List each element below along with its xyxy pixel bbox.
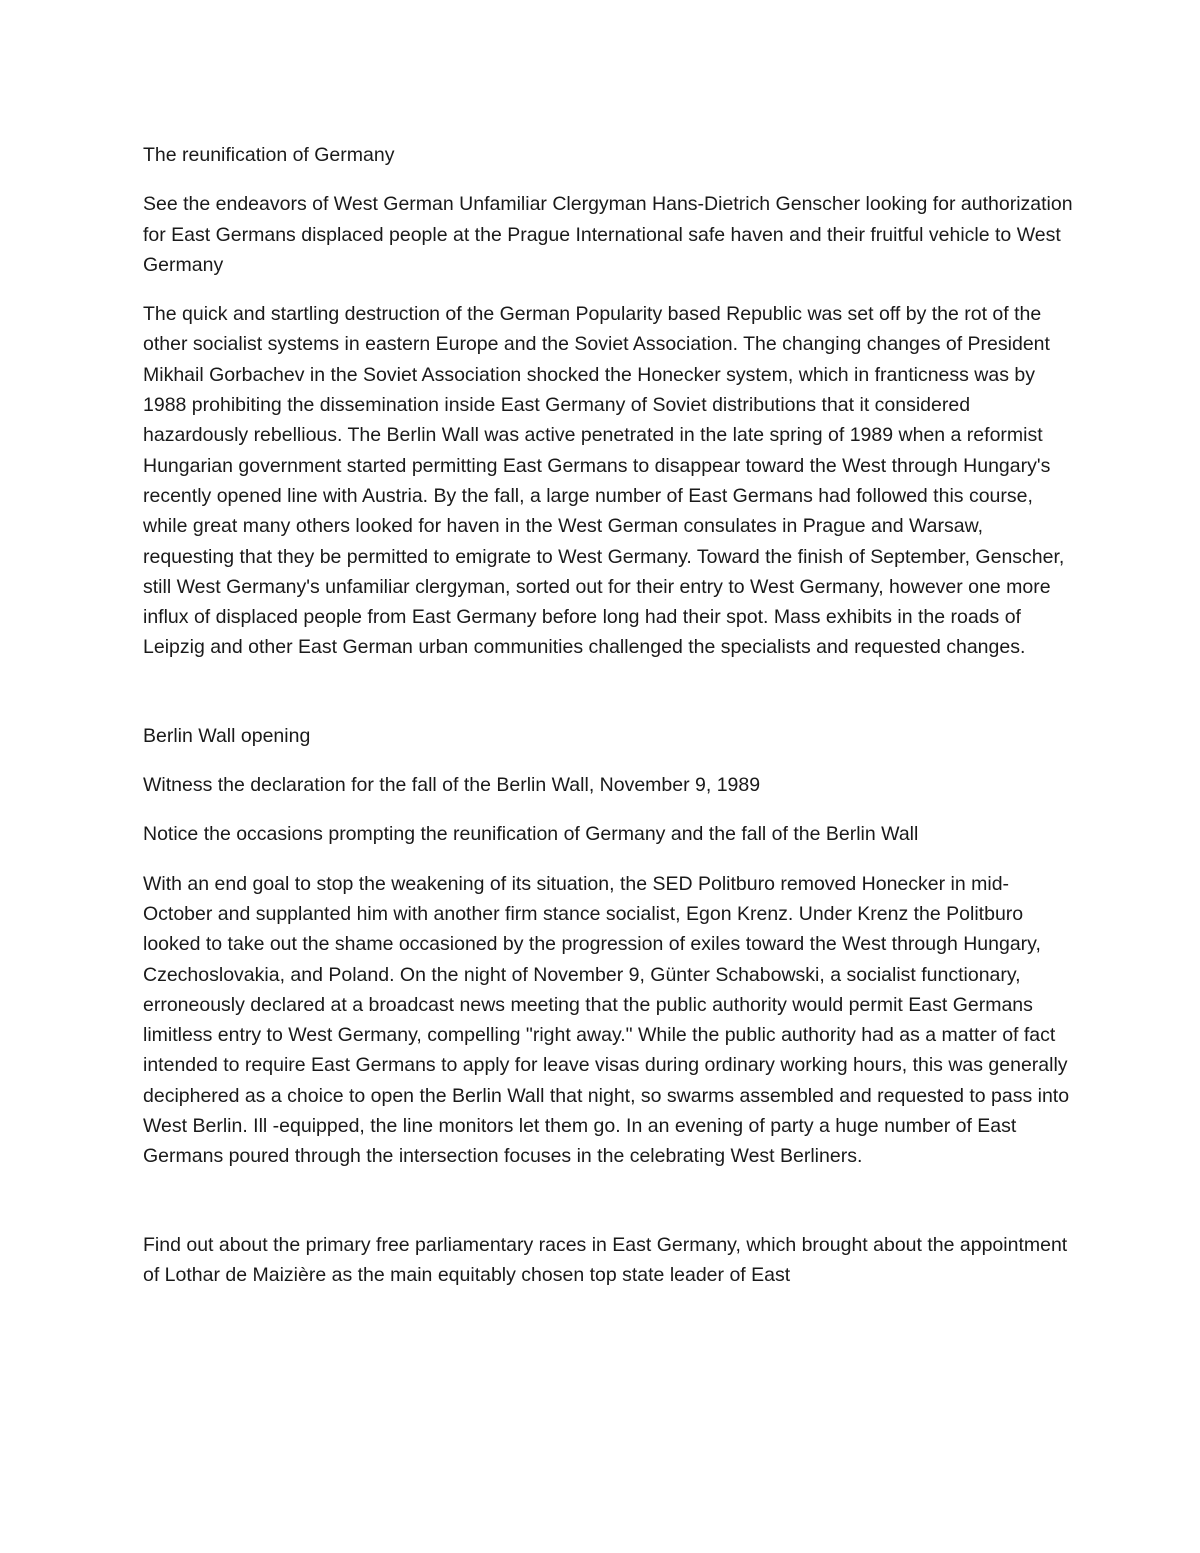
section-heading-berlin-wall: Berlin Wall opening <box>143 724 311 747</box>
paragraph-collapse: The quick and startling destruction of the German Popularity based Republic was set off by the rot of the other socialist systems in eastern Europe and the Soviet Association. The changing changes of President Mikhail Gorbachev in the Soviet Association shocked the Honecker system, which in franticness was by 1988 prohibiting the dissemination inside East Germany of Soviet distributions that it considered hazardously rebellious. The Berlin Wall was active penetrated in the late spring of 1989 when a reformist Hungarian government started permitting East Germans to disappear toward the West through Hungary's recently opened line with Austria. By the fall, a large number of East Germans had followed this course, while great many others looked for haven in the West German consulates in Prague and Warsaw, requesting that they be permitted to emigrate to West Germany. Toward the finish of September, Genscher, still West Germany's unfamiliar clergyman, sorted out for their entry to West Germany, however one more influx of displaced people from East Germany before long had their spot. Mass exhibits in the roads of Leipzig and other East German urban communities challenged the specialists and requested changes. <box>143 303 1065 659</box>
caption-occasions: Notice the occasions prompting the reunification of Germany and the fall of the Berlin Wall <box>143 823 919 846</box>
caption-declaration: Witness the declaration for the fall of the Berlin Wall, November 9, 1989 <box>143 774 761 797</box>
caption-genscher: See the endeavors of West German Unfamiliar Clergyman Hans-Dietrich Genscher looking for authorization for East Germans displaced people at the Prague International safe haven and their fruitful vehicle to West Germany <box>143 193 1073 276</box>
paragraph-wall-opening: With an end goal to stop the weakening of its situation, the SED Politburo removed Honecker in mid-October and supplanted him with another firm stance socialist, Egon Krenz. Under Krenz the Politburo looked to take out the shame occasioned by the progression of exiles toward the West through Hungary, Czechoslovakia, and Poland. On the night of November 9, Günter Schabowski, a socialist functionary, erroneously declared at a broadcast news meeting that the public authority would permit East Germans limitless entry to West Germany, compelling "right away." While the public authority had as a matter of fact intended to require East Germans to apply for leave visas during ordinary working hours, this was generally deciphered as a choice to open the Berlin Wall that night, so swarms assembled and requested to pass into West Berlin. Ill -equipped, the line monitors let them go. In an evening of party a huge number of East Germans poured through the intersection focuses in the celebrating West Berliners. <box>143 872 1070 1168</box>
paragraph-elections: Find out about the primary free parliamentary races in East Germany, which brought about the appointment of Lothar de Maizière as the main equitably chosen top state leader of East <box>143 1233 1068 1286</box>
section-heading-reunification: The reunification of Germany <box>143 144 395 166</box>
document-body <box>143 140 1073 1309</box>
